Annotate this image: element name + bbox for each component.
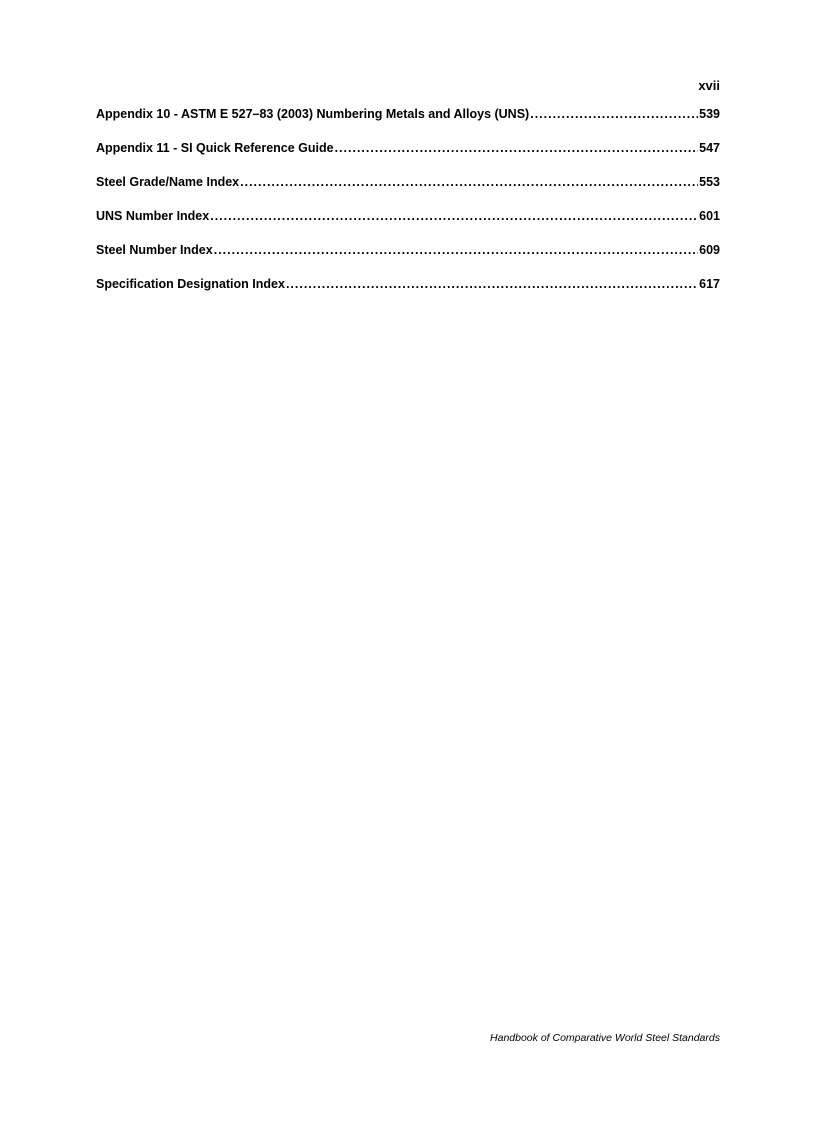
- toc-entry-page: 601: [699, 209, 720, 223]
- toc-entry-uns-number-index[interactable]: [96, 209, 720, 243]
- toc-entry-steel-number-index[interactable]: [96, 243, 720, 277]
- toc-entry-title: Steel Grade/Name Index: [96, 175, 240, 189]
- toc-dot-leader: [214, 243, 698, 257]
- toc-entry-page: 617: [699, 277, 720, 291]
- toc-entry-page: 553: [699, 175, 720, 189]
- toc-dot-leader: [240, 175, 698, 189]
- toc-dot-leader: [530, 107, 698, 121]
- table-of-contents: [96, 107, 720, 311]
- toc-dot-leader: [286, 277, 698, 291]
- toc-dot-leader: [335, 141, 699, 155]
- toc-entry-title: UNS Number Index: [96, 209, 210, 223]
- toc-entry-title: Steel Number Index: [96, 243, 213, 257]
- toc-entry-title: Appendix 10 - ASTM E 527–83 (2003) Numbering Metals and Alloys (UNS): [96, 107, 530, 121]
- toc-entry-specification-designation-index[interactable]: [96, 277, 720, 311]
- toc-dot-leader: [210, 209, 698, 223]
- page-footer: Handbook of Comparative World Steel Standards: [490, 1032, 720, 1044]
- toc-entry-page: 547: [699, 141, 720, 155]
- toc-entry-title: Appendix 11 - SI Quick Reference Guide: [96, 141, 334, 155]
- toc-entry-page: 609: [699, 243, 720, 257]
- toc-entry-page: 539: [699, 107, 720, 121]
- toc-entry-steel-grade-name-index[interactable]: [96, 175, 720, 209]
- toc-entry-appendix-11[interactable]: [96, 141, 720, 175]
- toc-entry-title: Specification Designation Index: [96, 277, 285, 291]
- toc-entry-appendix-10[interactable]: [96, 107, 720, 141]
- page-number: xvii: [698, 78, 720, 93]
